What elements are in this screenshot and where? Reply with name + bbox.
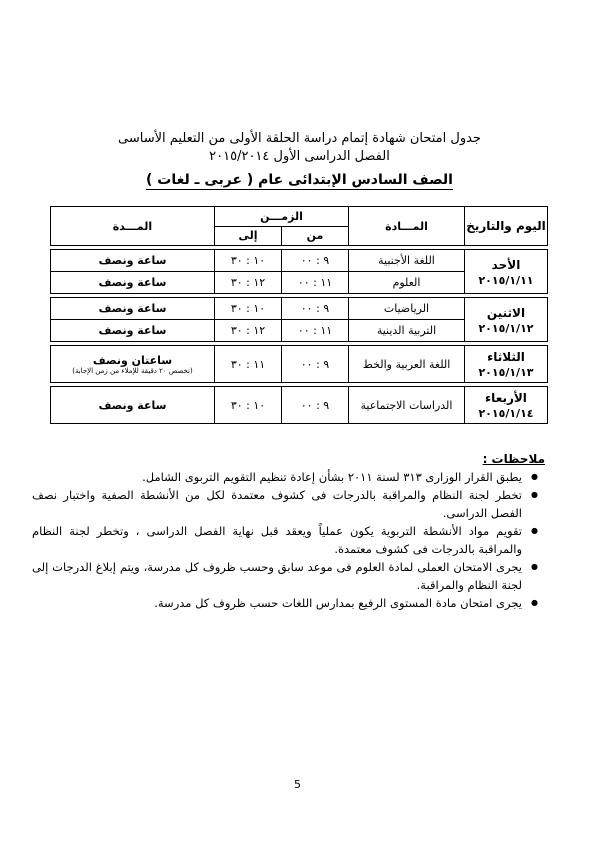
duration-text: ساعة ونصف (98, 324, 167, 337)
duration-cell (51, 250, 215, 272)
header-to: إلى (215, 226, 282, 246)
duration-text: ساعة ونصف (98, 398, 167, 412)
day-date: ٢٠١٥/١/١٢ (478, 321, 534, 335)
day-cell (465, 387, 548, 424)
table-row (51, 298, 548, 320)
day-date: ٢٠١٥/١/١٤ (478, 407, 534, 420)
table-row (51, 346, 548, 383)
subject-cell: الدراسات الاجتماعية (349, 387, 465, 424)
duration-cell (51, 272, 215, 294)
time-from-cell: ٩ : ٠٠ (282, 346, 349, 383)
header-day-date: اليوم والتاريخ (465, 207, 548, 246)
subject-cell: التربية الدينية (349, 320, 465, 342)
duration-text: ساعتان ونصف (92, 353, 173, 367)
header-subject: المـــادة (349, 207, 465, 246)
duration-note: (تخصص ٢٠ دقيقة للإملاء من زمن الإجابة) (72, 366, 193, 375)
duration-cell (51, 320, 215, 342)
schedule-body (51, 246, 548, 424)
time-from-cell: ١١ : ٠٠ (282, 320, 349, 342)
day-name: الاثنين (486, 305, 526, 320)
subject-cell: الرياضيات (349, 298, 465, 320)
day-cell (465, 298, 548, 342)
time-to-cell: ١٠ : ٣٠ (215, 298, 282, 320)
page-number: 5 (294, 778, 301, 791)
table-row (51, 387, 548, 424)
grade-title (40, 172, 559, 188)
time-to-cell: ١٢ : ٣٠ (215, 272, 282, 294)
day-name: الأربعاء (485, 391, 527, 405)
header-from: من (282, 226, 349, 246)
subject-cell: اللغة العربية والخط (349, 346, 465, 383)
note-item: ● يجرى الامتحان العملى لمادة العلوم فى موعد سابق وحسب ظروف كل مدرسة، ويتم إبلاغ الدرجات إلى لجنة النظام والمراقبة. (32, 558, 522, 594)
duration-cell (51, 298, 215, 320)
day-date: ٢٠١٥/١/١١ (478, 273, 534, 287)
grade-title-text: الصف السادس الإبتدائى عام ( عربى ـ لغات ) (146, 172, 453, 188)
duration-text: ساعة ونصف (98, 276, 167, 289)
title-line-1: جدول امتحان شهادة إتمام دراسة الحلقة الأولى من التعليم الأساسى (118, 131, 481, 146)
header-time: الزمـــن (215, 207, 349, 227)
time-to-cell: ١٠ : ٣٠ (215, 250, 282, 272)
note-item: ● يجرى امتحان مادة المستوى الرفيع بمدارس اللغات حسب ظروف كل مدرسة. (32, 594, 522, 612)
time-from-cell: ٩ : ٠٠ (282, 250, 349, 272)
day-cell (465, 250, 548, 294)
day-name: الثلاثاء (487, 350, 525, 364)
header-duration: المـــدة (51, 207, 215, 246)
subject-cell: العلوم (349, 272, 465, 294)
note-item: ● تقويم مواد الأنشطة التربوية يكون عملياً ويعقد قبل نهاية الفصل الدراسى ، وتخطر لجنة النظام والمراقبة بالدرجات فى كشوف معتمدة. (32, 522, 522, 558)
note-item: ● يطبق القرار الوزارى ٣١٣ لسنة ٢٠١١ بشأن إعادة تنظيم التقويم التربوى الشامل. (32, 468, 522, 486)
notes-title: ملاحظات : (482, 452, 545, 466)
time-from-cell: ٩ : ٠٠ (282, 298, 349, 320)
time-to-cell: ١١ : ٣٠ (215, 346, 282, 383)
duration-text: ساعة ونصف (98, 254, 167, 267)
duration-text: ساعة ونصف (98, 302, 167, 315)
note-item: ● تخطر لجنة النظام والمراقبة بالدرجات فى كشوف معتمدة لكل من الأنشطة الصفية واختبار نصف الفصل الدراسى. (32, 486, 522, 522)
day-cell (465, 346, 548, 383)
subject-cell: اللغة الأجنبية (349, 250, 465, 272)
exam-schedule-table (50, 206, 548, 424)
duration-cell (51, 346, 215, 383)
day-date: ٢٠١٥/١/١٣ (478, 366, 534, 379)
table-row (51, 250, 548, 272)
title-line-2: الفصل الدراسى الأول ٢٠١٥/٢٠١٤ (209, 149, 390, 164)
time-from-cell: ٩ : ٠٠ (282, 387, 349, 424)
notes-list (32, 468, 540, 612)
time-to-cell: ١٢ : ٣٠ (215, 320, 282, 342)
time-to-cell: ١٠ : ٣٠ (215, 387, 282, 424)
duration-cell (51, 387, 215, 424)
time-from-cell: ١١ : ٠٠ (282, 272, 349, 294)
day-name: الأحد (491, 257, 521, 272)
